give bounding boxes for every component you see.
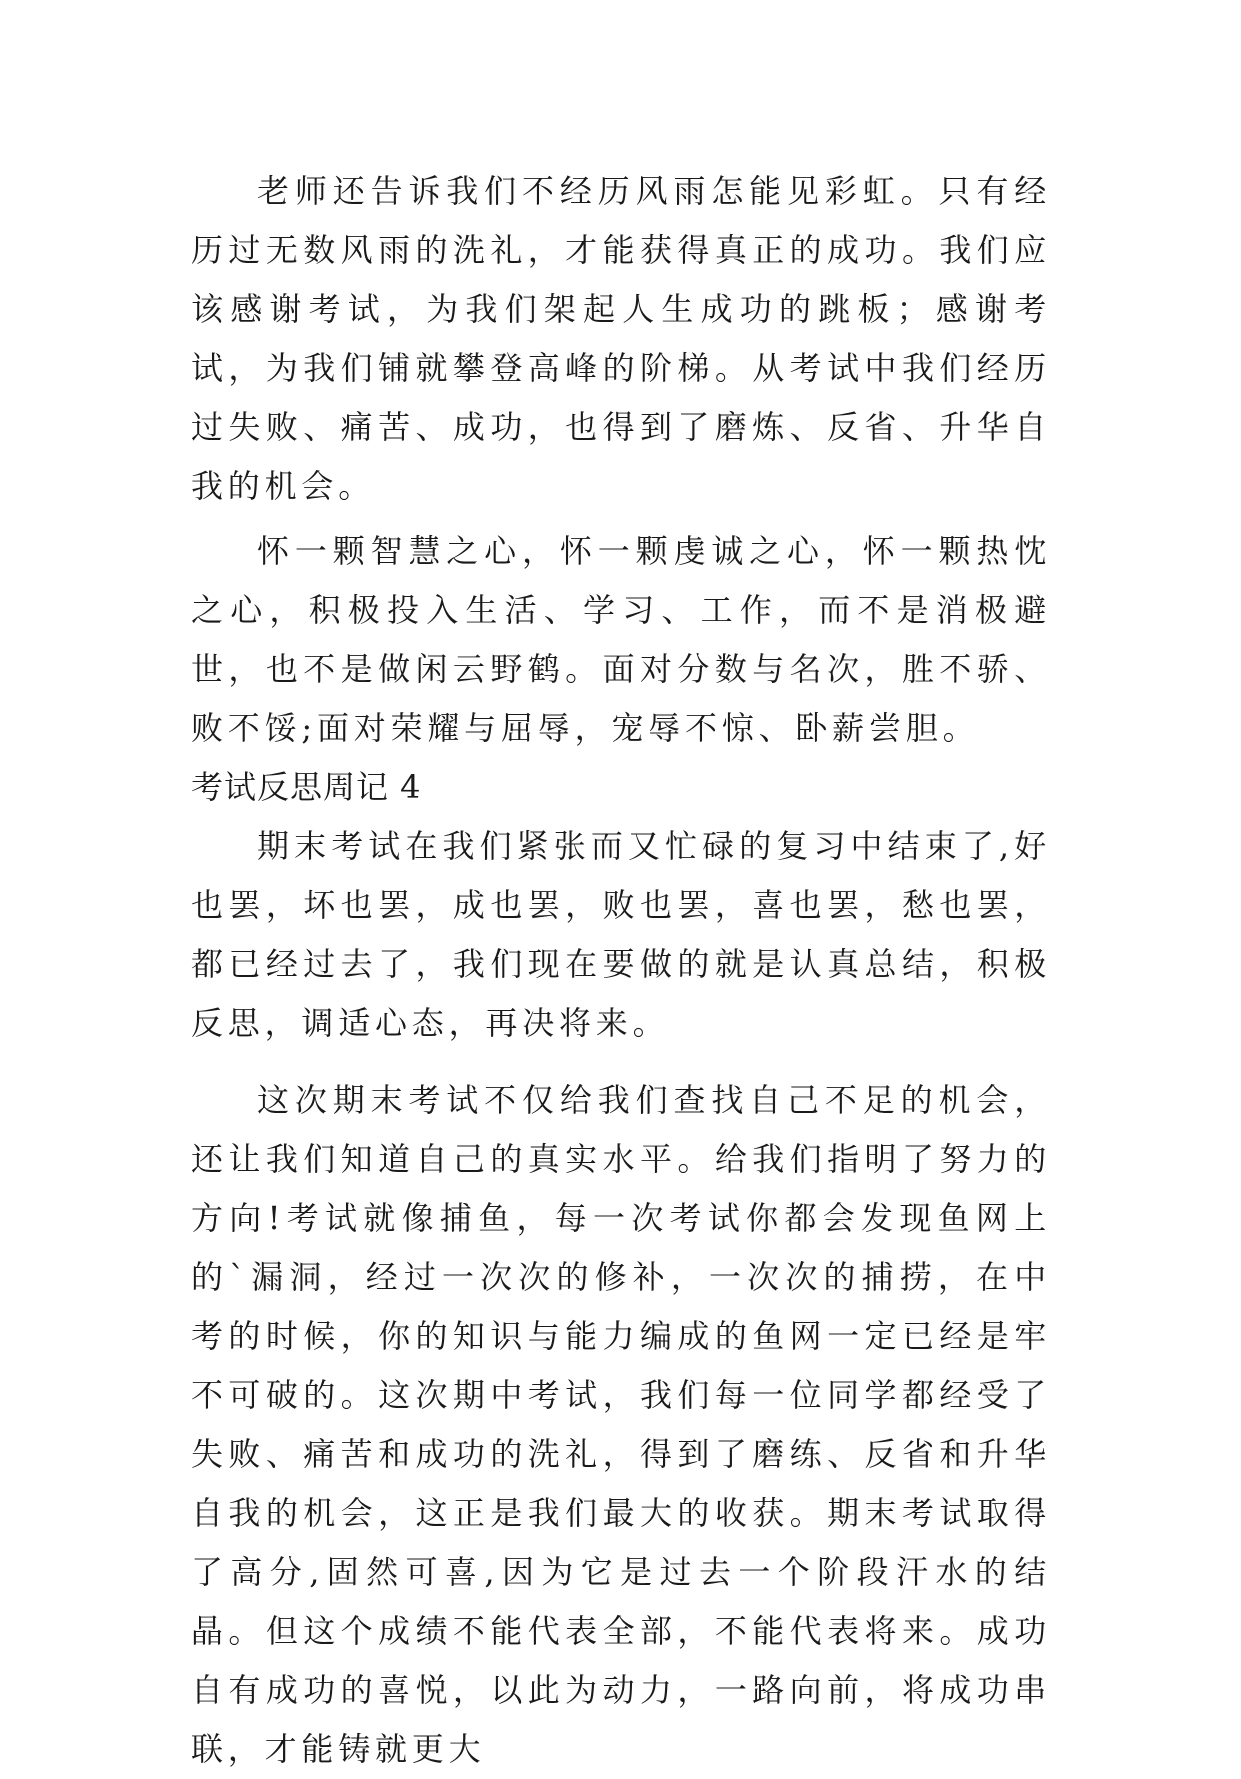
section-title: 考试反思周记 4	[191, 768, 422, 806]
document-body	[191, 162, 1051, 1779]
paragraph-heart-attitude: 怀一颗智慧之心，怀一颗虔诚之心，怀一颗热忱之心，积极投入生活、学习、工作，而不是消极避世，也不是做闲云野鹤。面对分数与名次，胜不骄、败不馁;面对荣耀与屈辱，宠辱不惊、卧薪尝胆。	[191, 532, 1051, 747]
paragraph-final-exam-summary: 期末考试在我们紧张而又忙碌的复习中结束了,好也罢，坏也罢，成也罢，败也罢，喜也罢，愁也罢，都已经过去了，我们现在要做的就是认真总结，积极反思，调适心态，再决将来。	[191, 827, 1051, 1042]
paragraph-gratitude-exams: 老师还告诉我们不经历风雨怎能见彩虹。只有经历过无数风雨的洗礼，才能获得真正的成功。我们应该感谢考试，为我们架起人生成功的跳板；感谢考试，为我们铺就攀登高峰的阶梯。从考试中我们经历过失败、痛苦、成功，也得到了磨炼、反省、升华自我的机会。	[191, 172, 1051, 505]
paragraph-fishing-metaphor: 这次期末考试不仅给我们查找自己不足的机会，还让我们知道自己的真实水平。给我们指明了努力的方向!考试就像捕鱼，每一次考试你都会发现鱼网上的`漏洞，经过一次次的修补，一次次的捕捞，在中考的时候，你的知识与能力编成的鱼网一定已经是牢不可破的。这次期中考试，我们每一位同学都经受了失败、痛苦和成功的洗礼，得到了磨练、反省和升华自我的机会，这正是我们最大的收获。期末考试取得了高分,固然可喜,因为它是过去一个阶段汗水的结晶。但这个成绩不能代表全部，不能代表将来。成功自有成功的喜悦，以此为动力，一路向前，将成功串联，才能铸就更大	[191, 1081, 1051, 1768]
